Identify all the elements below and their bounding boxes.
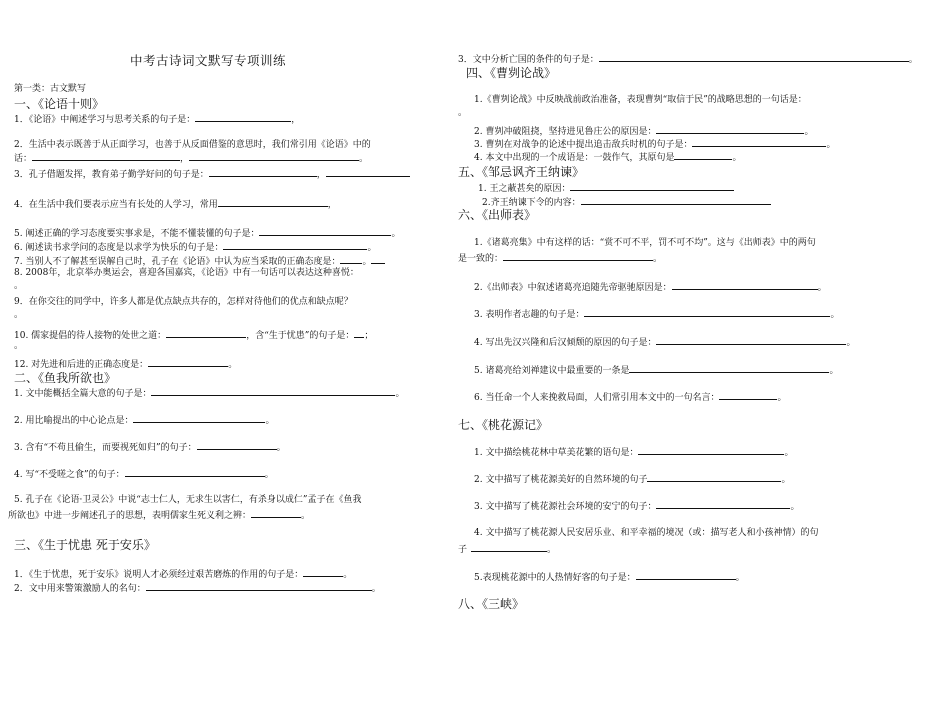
- question-line: 4. 写出先汉兴隆和后汉倾颓的原因的句子是： 。: [474, 338, 856, 348]
- answer-blank[interactable]: [636, 571, 736, 580]
- answer-blank[interactable]: [656, 500, 790, 509]
- question-line: 2. 用比喻提出的中心论点是： 。: [14, 416, 275, 426]
- section-heading-sanxia: 八、《三峡》: [458, 597, 525, 611]
- answer-blank[interactable]: [166, 329, 246, 338]
- question-line: 1．《生于忧患，死于安乐》说明人才必须经过艰苦磨炼的作用的句子是： 。: [14, 570, 353, 580]
- question-line: 3．文中分析亡国的条件的句子是： 。: [458, 55, 918, 65]
- question-line: 2.《出师表》中叙述诸葛亮追随先帝驱驰原因是： 。: [474, 283, 827, 293]
- answer-blank[interactable]: [656, 336, 846, 345]
- question-line: 2.齐王纳谏下令的内容：: [482, 196, 771, 209]
- question-line: 7. 当别人不了解甚至误解自己时，孔子在《论语》中认为应当采取的正确态度是： 。: [14, 255, 385, 268]
- answer-blank[interactable]: [656, 125, 804, 134]
- question-line: 所欲也》中进一步阐述孔子的思想，表明儒家生死义利之辨： 。: [8, 511, 311, 521]
- question-line: 。: [14, 310, 24, 320]
- answer-blank[interactable]: [32, 152, 180, 161]
- question-line: 。: [14, 281, 24, 291]
- answer-blank[interactable]: [259, 227, 391, 236]
- answer-blank[interactable]: [672, 281, 818, 290]
- page-title: 中考古诗词文默写专项训练: [130, 53, 287, 68]
- question-line: 。: [458, 108, 468, 118]
- answer-blank[interactable]: [354, 329, 364, 338]
- answer-blank[interactable]: [218, 198, 328, 207]
- answer-blank[interactable]: [503, 252, 653, 261]
- question-line: 子 。: [458, 545, 557, 555]
- answer-blank[interactable]: [692, 138, 826, 147]
- answer-blank[interactable]: [189, 152, 359, 161]
- answer-blank[interactable]: [133, 414, 265, 423]
- question-line: 8. 2008年，北京举办奥运会，喜迎各国嘉宾，《论语》中有一句话可以表达这种喜悦：: [14, 268, 359, 278]
- question-line: 话： ， 。: [14, 154, 369, 164]
- answer-blank[interactable]: [151, 387, 395, 396]
- question-line: 是一致的： 。: [458, 254, 663, 264]
- answer-blank[interactable]: [146, 582, 372, 591]
- question-line: 3．孔子借题发挥，教育弟子勤学好问的句子是： ，: [14, 168, 410, 181]
- section-heading-caogui: 四、《曹刿论战》: [466, 66, 557, 80]
- question-line: 12. 对先进和后进的正确态度是： 。: [14, 360, 238, 370]
- answer-blank[interactable]: [251, 509, 301, 518]
- answer-blank[interactable]: [584, 308, 830, 317]
- question-line: 6. 当任命一个人来挽救局面，人们常引用本文中的一句名言： 。: [474, 393, 787, 403]
- question-line: 。: [14, 341, 24, 351]
- section-heading-chushibiao: 六、《出师表》: [458, 208, 537, 222]
- question-line: 6. 阐述读书求学问的态度是以求学为快乐的句子是： 。: [14, 243, 377, 253]
- answer-blank[interactable]: [638, 446, 784, 455]
- question-line: 2. 曹刿冲破阻挠，坚持进见鲁庄公的原因是： 。: [474, 127, 814, 137]
- question-line: 1.《诸葛亮集》中有这样的话：“赏不可不平，罚不可不均”。这与《出师表》中的两句: [474, 238, 816, 248]
- question-line: 4. 文中描写了桃花源人民安居乐业、和平幸福的境况（或：描写老人和小孩神情）的句: [474, 528, 819, 538]
- question-line: 3. 表明作者志趣的句子是： 。: [474, 310, 840, 320]
- answer-blank[interactable]: [371, 255, 385, 264]
- answer-blank[interactable]: [326, 168, 410, 177]
- question-line: 2．文中用来警策激励人的名句： 。: [14, 584, 381, 594]
- section-heading-lunyu: 一、《论语十则》: [14, 97, 105, 111]
- question-line: 5. 孔子在《论语·卫灵公》中说“志士仁人，无求生以害仁，有杀身以成仁”孟子在《鱼我: [14, 495, 362, 505]
- answer-blank[interactable]: [471, 543, 547, 552]
- question-line: 1. 王之蔽甚矣的原因：: [478, 182, 734, 195]
- question-line: 1. 文中能概括全篇大意的句子是： 。: [14, 389, 405, 399]
- answer-blank[interactable]: [647, 473, 781, 482]
- question-line: 4. 写“不受嗟之食”的句子： 。: [14, 470, 274, 480]
- section-heading-zouji: 五、《邹忌讽齐王纳谏》: [458, 165, 585, 179]
- question-line: 2. 文中描写了桃花源美好的自然环境的句子 。: [474, 475, 791, 485]
- question-line: 3. 文中描写了桃花源社会环境的安宁的句子： 。: [474, 502, 800, 512]
- answer-blank[interactable]: [125, 468, 265, 477]
- question-line: 1. 文中描绘桃花林中草美花繁的语句是： 。: [474, 448, 794, 458]
- answer-blank[interactable]: [599, 53, 909, 62]
- section-heading-taohuayuan: 七、《桃花源记》: [458, 418, 549, 432]
- question-line: 3. 曹刿在对战争的论述中提出追击敌兵时机的句子是： 。: [474, 140, 836, 150]
- answer-blank[interactable]: [197, 441, 277, 450]
- question-line: 1.《曹刿论战》中反映战前政治准备，表现曹刿“取信于民”的战略思想的一句话是：: [474, 95, 807, 105]
- question-line: 5.表现桃花源中的人热情好客的句子是： 。: [474, 573, 745, 583]
- question-line: 9．在你交往的同学中，许多人都是优点缺点共存的，怎样对待他们的优点和缺点呢？: [14, 297, 353, 307]
- section-heading-yuwosuoyu: 二、《鱼我所欲也》: [14, 371, 117, 385]
- answer-blank[interactable]: [719, 391, 777, 400]
- answer-blank[interactable]: [223, 241, 367, 250]
- answer-blank[interactable]: [148, 358, 228, 367]
- question-line: 5. 阐述正确的学习态度要实事求是，不能不懂装懂的句子是： 。: [14, 229, 401, 239]
- question-line: 1．《论语》中阐述学习与思考关系的句子是： ，: [14, 115, 301, 125]
- answer-blank[interactable]: [629, 364, 829, 373]
- question-line: 3. 含有“不苟且偷生，而要视死如归”的句子： 。: [14, 443, 286, 453]
- question-line: 4. 本文中出现的一个成语是：一鼓作气，其原句是 。: [474, 153, 742, 163]
- question-line: 10. 儒家提倡的待人接物的处世之道： ，含“生于忧患”的句子是： ；: [14, 331, 374, 341]
- answer-blank[interactable]: [195, 113, 291, 122]
- answer-blank[interactable]: [674, 151, 732, 160]
- category-label: 第一类：古文默写: [14, 84, 87, 94]
- question-line: 2．生活中表示既善于从正面学习，也善于从反面借鉴的意思时，我们常引用《论语》中的: [14, 140, 371, 150]
- answer-blank[interactable]: [340, 255, 362, 264]
- question-line: 5. 诸葛亮给刘禅建议中最重要的一条是 。: [474, 366, 839, 376]
- answer-blank[interactable]: [303, 568, 343, 577]
- question-line: 4．在生活中我们要表示应当有长处的人学习，常用 ，: [14, 200, 337, 210]
- answer-blank[interactable]: [581, 196, 771, 205]
- answer-blank[interactable]: [209, 168, 317, 177]
- answer-blank[interactable]: [570, 182, 734, 191]
- section-heading-shengyuyouhuan: 三、《生于忧患 死于安乐》: [14, 538, 156, 552]
